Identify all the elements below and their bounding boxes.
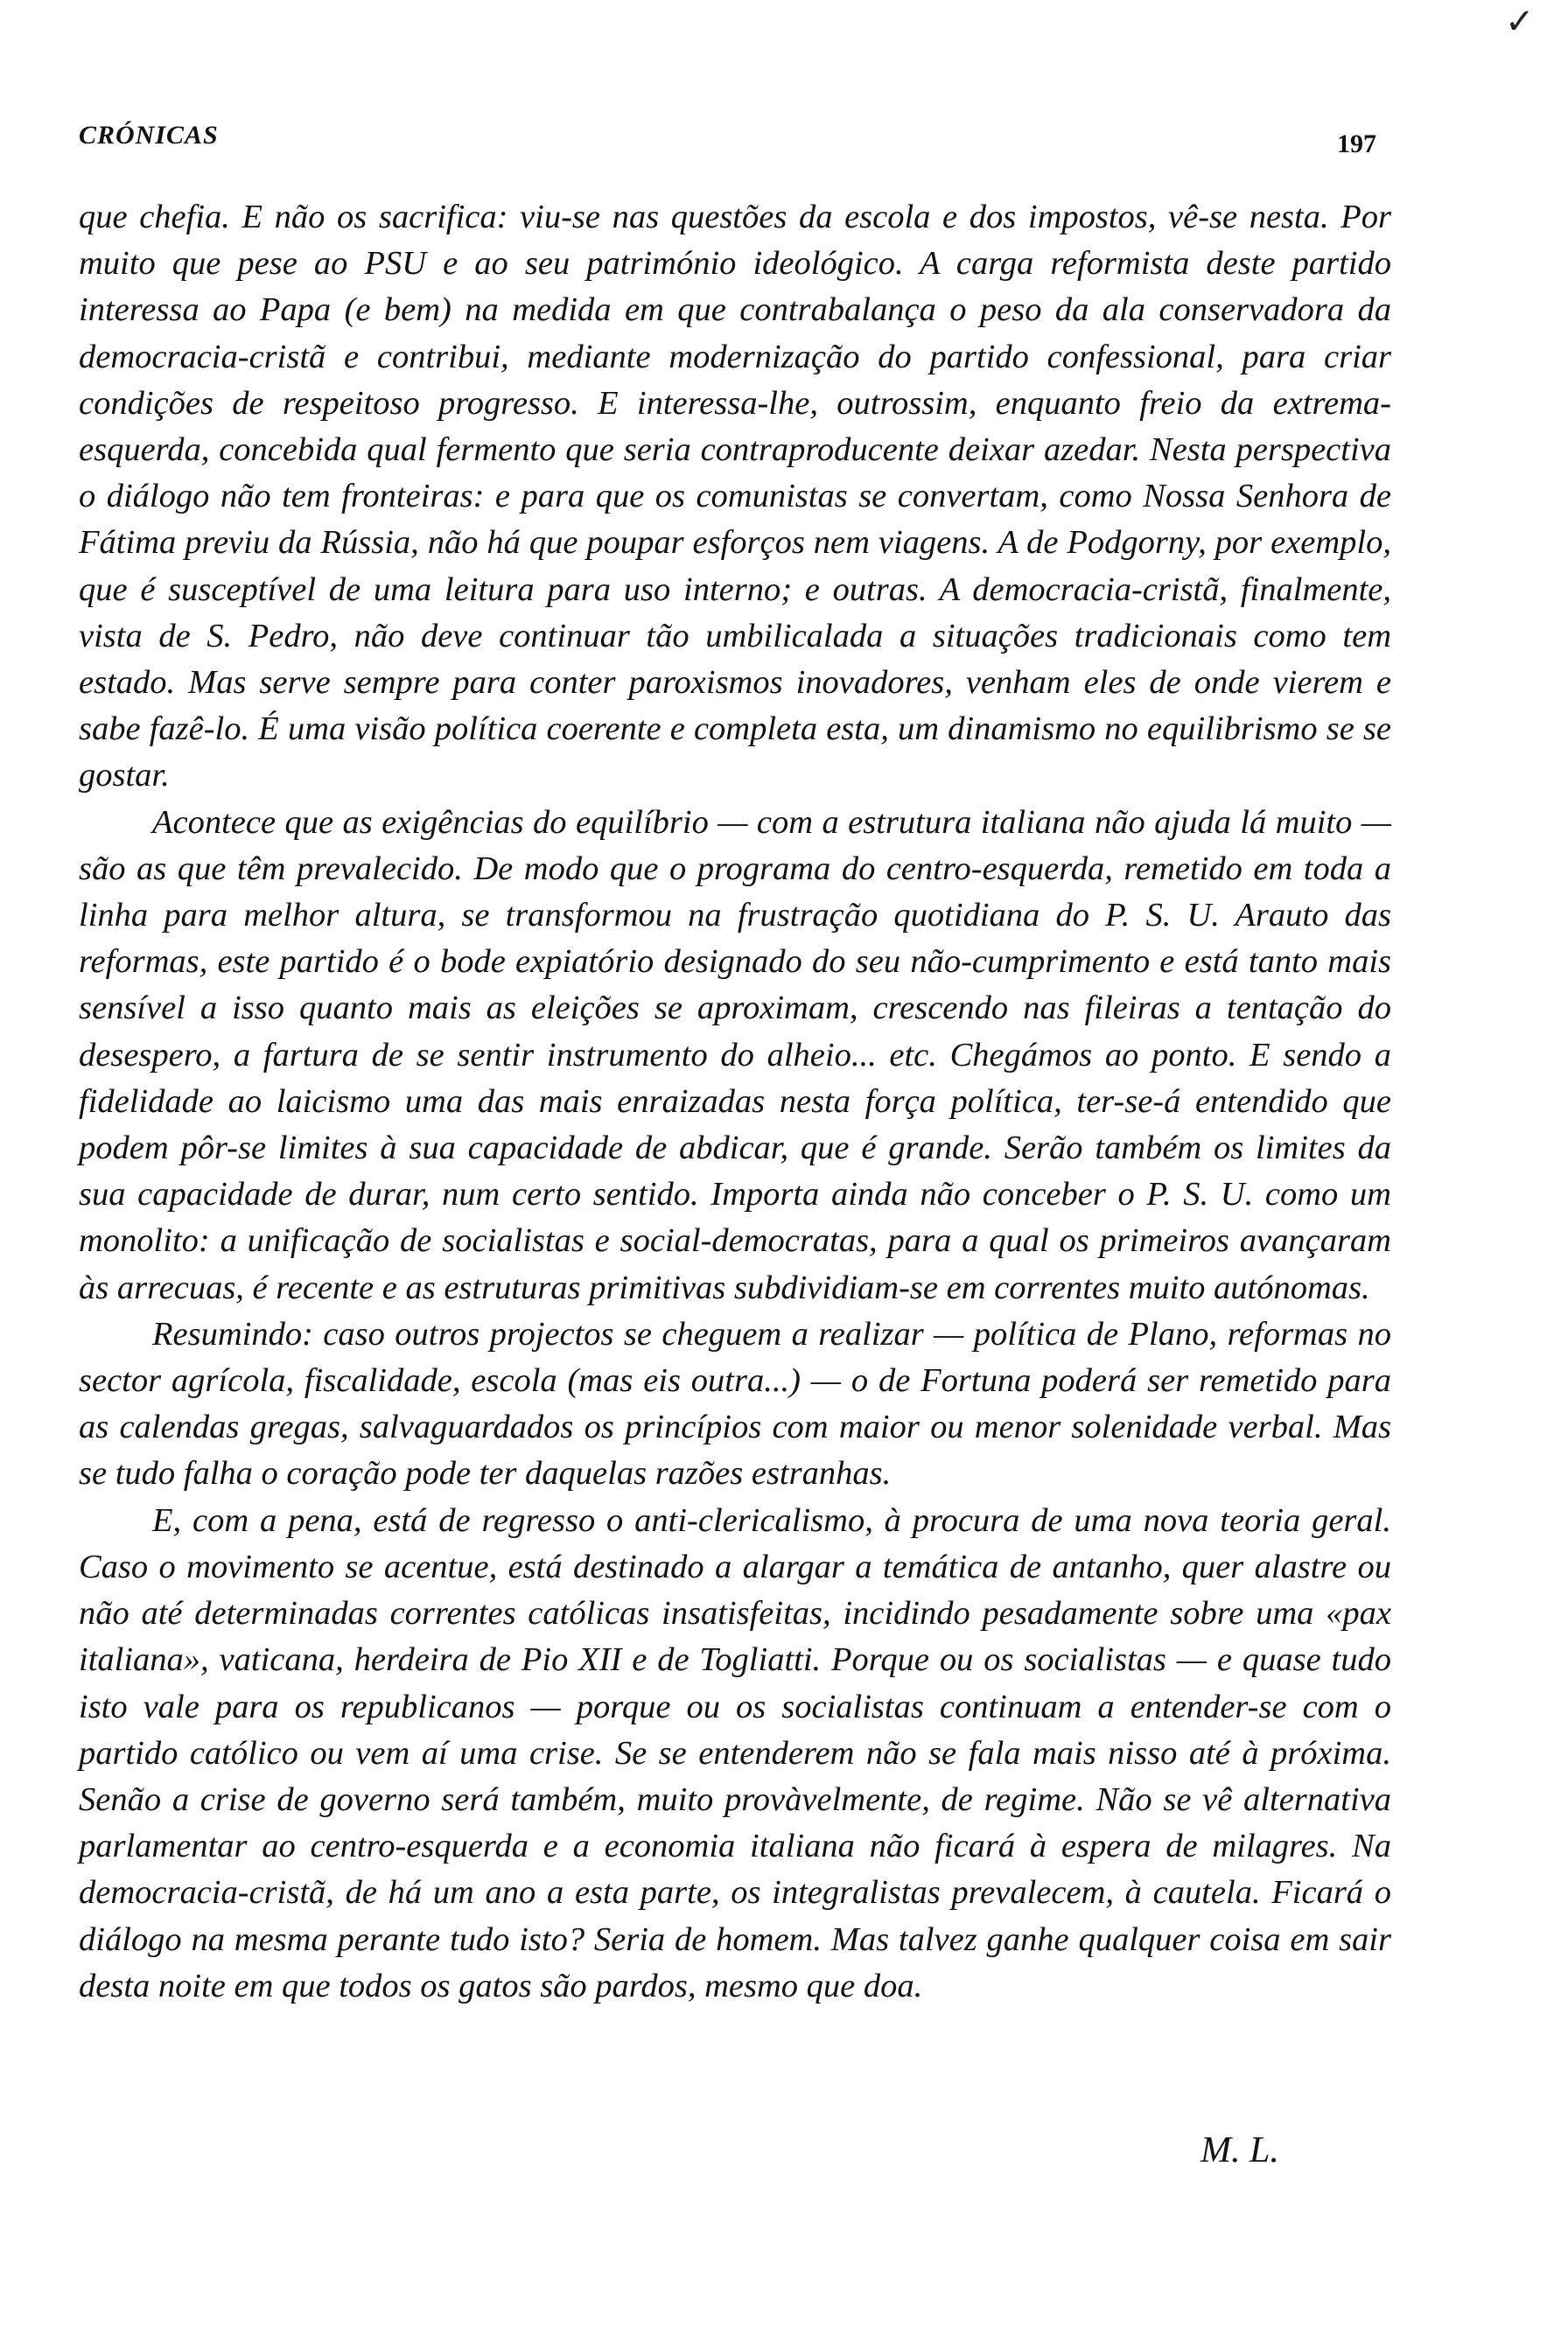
author-signature: M. L. (1200, 2130, 1279, 2171)
running-title: CRÓNICAS (79, 121, 219, 150)
paragraph-1: que chefia. E não os sacrifica: viu-se nas questões da escola e dos impostos, vê-se nesta. Por muito que pese ao PSU e ao seu património ideológico. A carga reformista deste partido interessa ao Papa (e bem) na medida em que contrabalança o peso da ala conservadora da democracia-cristã e contribui, mediante modernização do partido confessional, para criar condições de respeitoso progresso. E interessa-lhe, outrossim, enquanto freio da extrema-esquerda, concebida qual fermento que seria contraproducente deixar azedar. Nesta perspectiva o diálogo não tem fronteiras: e para que os comunistas se convertam, como Nossa Senhora de Fátima previu da Rússia, não há que poupar esforços nem viagens. A de Podgorny, por exemplo, que é susceptível de uma leitura para uso interno; e outras. A democracia-cristã, finalmente, vista de S. Pedro, não deve continuar tão umbilicalada a situações tradicionais como tem estado. Mas serve sempre para conter paroxismos inovadores, venham eles de onde vierem e sabe fazê-lo. É uma visão política coerente e completa esta, um dinamismo no equilibrismo se se gostar. (79, 199, 1391, 794)
paragraph-4: E, com a pena, está de regresso o anti-clericalismo, à procura de uma nova teoria geral. Caso o movimento se acentue, está destinado a alargar a temática de antanho, quer alastre ou não até determinadas correntes católicas insatisfeitas, incidindo pesadamente sobre uma «pax italiana», vaticana, herdeira de Pio XII e de Togliatti. Porque ou os socialistas — e quase tudo isto vale para os republicanos — porque ou os socialistas continuam a entender-se com o partido católico ou vem aí uma crise. Se se entenderem não se fala mais nisso até à próxima. Senão a crise de governo será também, muito provàvelmente, de regime. Não se vê alternativa parlamentar ao centro-esquerda e a economia italiana não ficará à espera de milagres. Na democracia-cristã, de há um ano a esta parte, os integralistas prevalecem, à cautela. Ficará o diálogo na mesma perante tudo isto? Seria de homem. Mas talvez ganhe qualquer coisa em sair desta noite em que todos os gatos são pardos, mesmo que doa. (79, 1501, 1391, 2004)
paragraph-3: Resumindo: caso outros projectos se cheguem a realizar — política de Plano, reformas no sector agrícola, fiscalidade, escola (mas eis outra...) — o de Fortuna poderá ser remetido para as calendas gregas, salvaguardados os princípios com maior ou menor solenidade verbal. Mas se tudo falha o coração pode ter daquelas razões estranhas. (79, 1315, 1391, 1493)
page-number: 197 (1337, 129, 1376, 158)
check-mark: ✓ (1505, 2, 1535, 42)
paragraph-2: Acontece que as exigências do equilíbrio — com a estrutura italiana não ajuda lá muito — são as que têm prevalecido. De modo que o programa do centro-esquerda, remetido em toda a linha para melhor altura, se transformou na frustração quotidiana do P. S. U. Arauto das reformas, este partido é o bode expiatório designado do seu não-cumprimento e está tanto mais sensível a isso quanto mais as eleições se aproximam, crescendo nas fileiras a tentação do desespero, a fartura de se sentir instrumento do alheio... etc. Chegámos ao ponto. E sendo a fidelidade ao laicismo uma das mais enraizadas nesta força política, ter-se-á entendido que podem pôr-se limites à sua capacidade de abdicar, que é grande. Serão também os limites da sua capacidade de durar, num certo sentido. Importa ainda não conceber o P. S. U. como um monolito: a unificação de socialistas e social-democratas, para a qual os primeiros avançaram às arrecuas, é recente e as estruturas primitivas subdividiam-se em correntes muito autónomas. (79, 803, 1391, 1306)
article-body (79, 194, 1391, 2010)
